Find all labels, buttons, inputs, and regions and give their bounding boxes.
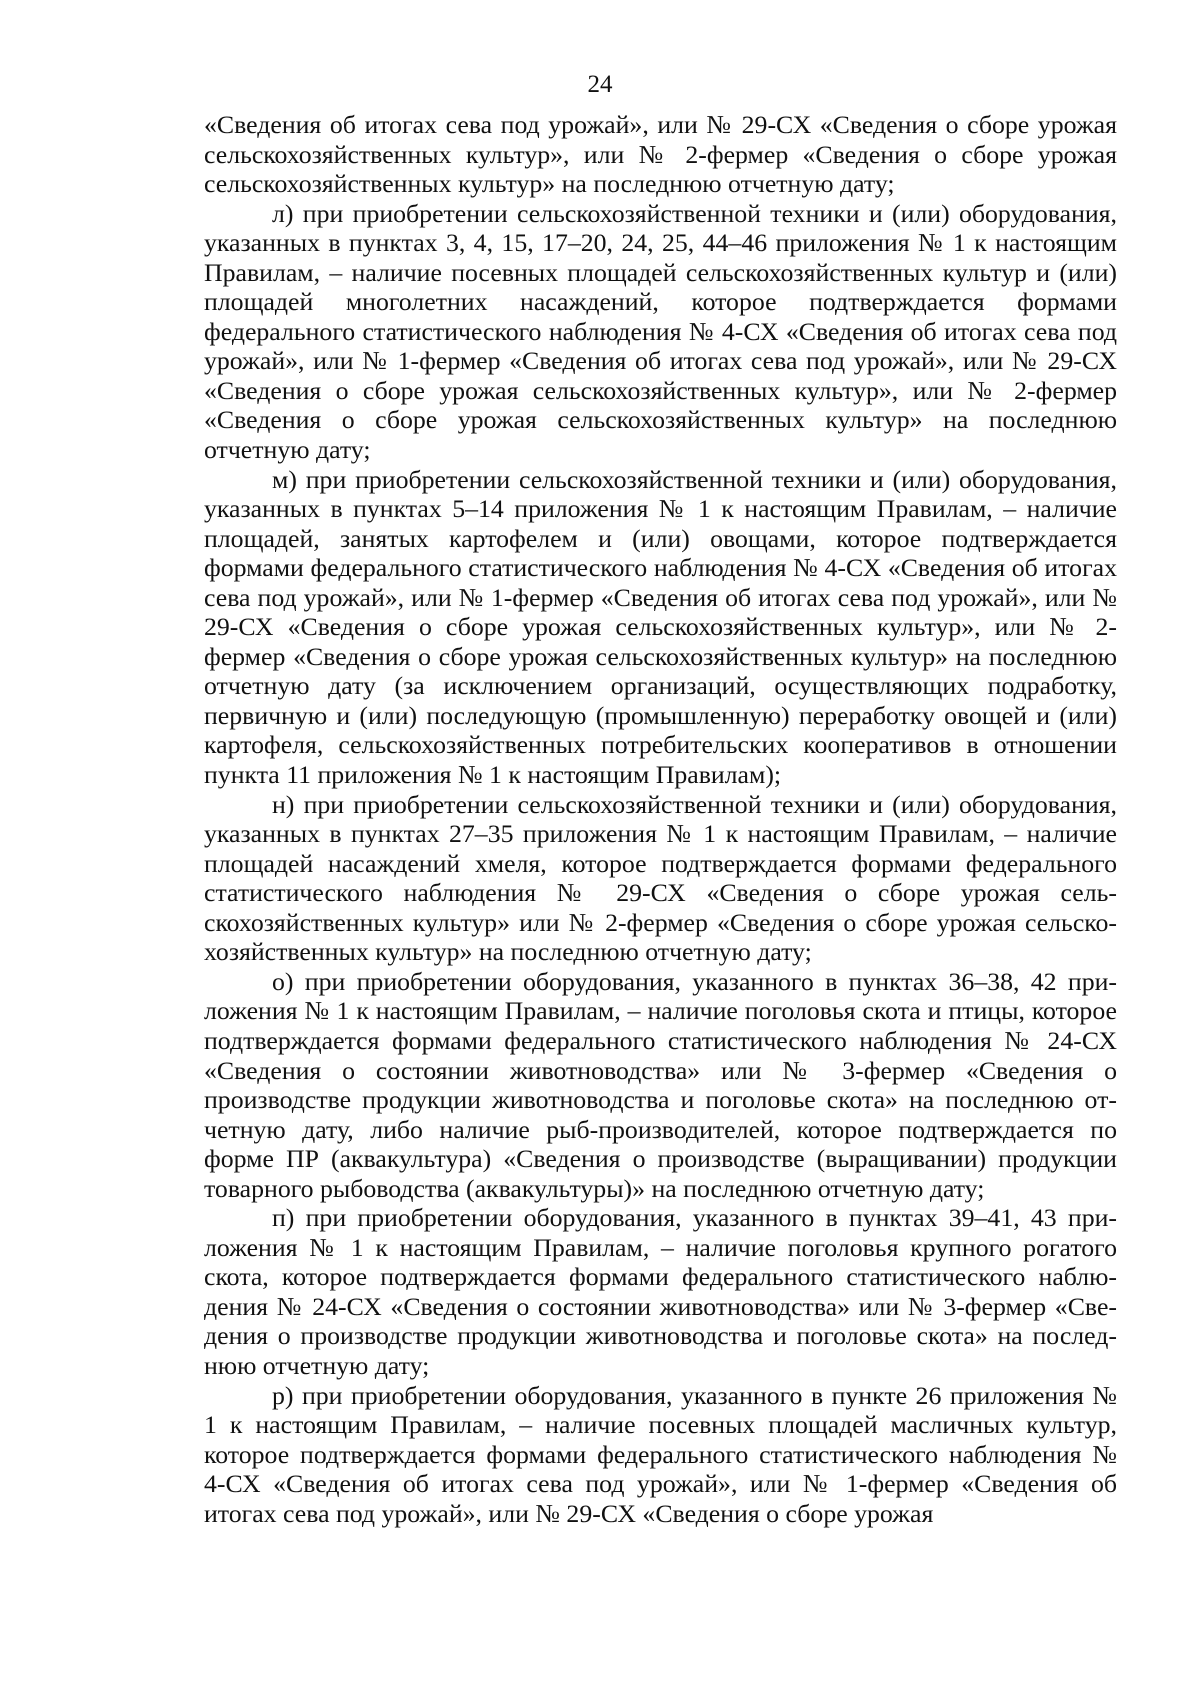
paragraph-item-o: о) при приобретении оборудования, указанного в пунктах 36–38, 42 приложения № 1 к настоящим Правилам, – наличие поголовья скота и птицы, которое подтверждается формами федерального статистического наблюдения № 24-СХ «Сведения о состоянии животноводства» или № 3-фермер «Сведения о производстве продукции животноводства и поголовье скота» на последнюю отчетную дату, либо наличие рыб-производителей, которое подтверждается по форме ПР (аквакультура) «Сведения о производстве (выращивании) продукции товарного рыбоводства (аквакультуры)» на последнюю отчетную дату; (204, 966, 1117, 1203)
paragraph-item-r: р) при приобретении оборудования, указанного в пункте 26 приложения № 1 к настоящим Правилам, – наличие посевных площадей масличных культур, которое подтверждается формами федерального статистического наблюдения № 4-СХ «Сведения об итогах сева под урожай», или № 1-фермер «Сведения об итогах сева под урожай», или № 29-СХ «Сведения о сборе урожая (204, 1380, 1117, 1528)
page-number: 24 (587, 71, 613, 98)
paragraph-item-p: п) при приобретении оборудования, указанного в пунктах 39–41, 43 приложения № 1 к настоящим Правилам, – наличие поголовья крупного рогатого скота, которое подтверждается формами федерального статистического наблюдения № 24-СХ «Сведения о состоянии животноводства» или № 3-фермер «Сведения о производстве продукции животноводства и поголовье скота» на последнюю отчетную дату; (204, 1203, 1117, 1380)
paragraph-item-m: м) при приобретении сельскохозяйственной техники и (или) оборудования, указанных в пунктах 5–14 приложения № 1 к настоящим Правилам, – наличие площадей, занятых картофелем и (или) овощами, которое подтверждается формами федерального статистического наблюдения № 4-СХ «Сведения об итогах сева под урожай», или № 1-фермер «Сведения об итогах сева под урожай», или № 29-СХ «Сведения о сборе урожая сельскохозяйственных культур», или № 2-фермер «Сведения о сборе урожая сельскохозяйственных культур» на последнюю отчетную дату (за исключением организаций, осуществляющих подработку, первичную и (или) последующую (промышленную) переработку овощей и (или) картофеля, сельскохозяйственных потребительских кооперативов в отношении пункта 11 приложения № 1 к настоящим Правилам); (204, 464, 1117, 790)
paragraph-item-n: н) при приобретении сельскохозяйственной техники и (или) оборудования, указанных в пунктах 27–35 приложения № 1 к настоящим Правилам, – наличие площадей насаждений хмеля, которое подтверждается формами федерального статистического наблюдения № 29-СХ «Сведения о сборе урожая сельскохозяйственных культур» или № 2-фермер «Сведения о сборе урожая сельскохозяйственных культур» на последнюю отчетную дату; (204, 789, 1117, 967)
document-body (204, 110, 1117, 1528)
paragraph-item-l: л) при приобретении сельскохозяйственной техники и (или) оборудования, указанных в пунктах 3, 4, 15, 17–20, 24, 25, 44–46 приложения № 1 к настоящим Правилам, – наличие посевных площадей сельскохозяйственных культур и (или) площадей многолетних насаждений, которое подтверждается формами федерального статистического наблюдения № 4-СХ «Сведения об итогах сева под урожай», или № 1-фермер «Сведения об итогах сева под урожай», или № 29-СХ «Сведения о сборе урожая сельскохозяйственных культур», или № 2-фермер «Сведения о сборе урожая сельскохозяйственных культур» на последнюю отчетную дату; (204, 198, 1117, 465)
paragraph-continuation: «Сведения об итогах сева под урожай», или № 29-СХ «Сведения о сборе урожая сельскохозяйственных культур», или № 2-фермер «Сведения о сборе урожая сельскохозяйственных культур» на последнюю отчетную дату; (204, 110, 1117, 199)
